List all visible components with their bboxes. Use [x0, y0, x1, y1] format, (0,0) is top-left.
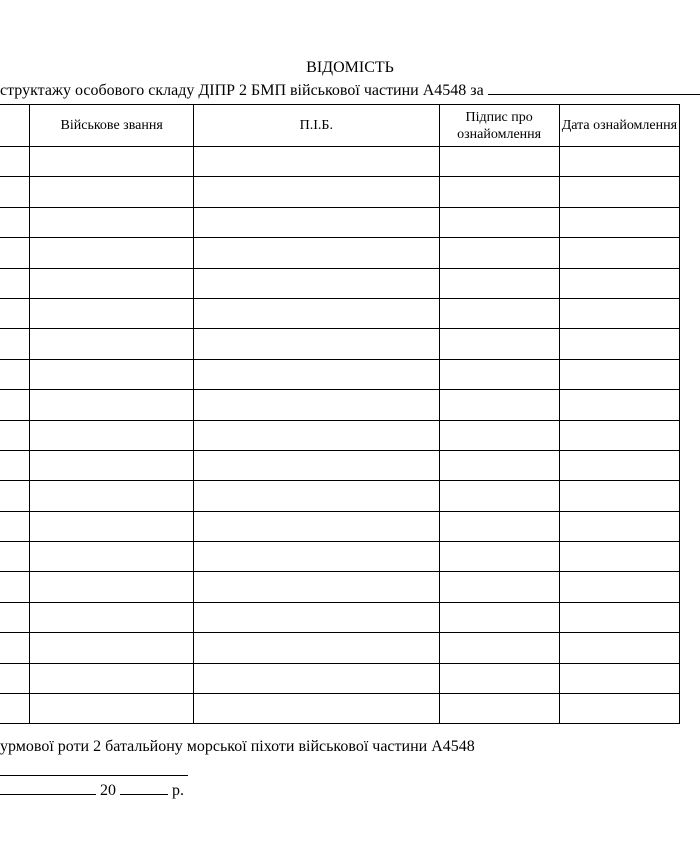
table-row: [0, 359, 680, 389]
cell-name: [194, 177, 439, 207]
cell-signature: [439, 207, 559, 237]
cell-number: [0, 390, 30, 420]
cell-number: [0, 268, 30, 298]
table-row: [0, 207, 680, 237]
cell-number: [0, 177, 30, 207]
subtitle-text: структажу особового складу ДІПР 2 БМП військової частини А4548 за: [0, 82, 484, 99]
table-row: [0, 390, 680, 420]
cell-signature: [439, 298, 559, 328]
cell-rank: [30, 481, 194, 511]
cell-signature: [439, 572, 559, 602]
cell-number: [0, 694, 30, 724]
cell-number: [0, 298, 30, 328]
cell-name: [194, 572, 439, 602]
table-row: [0, 694, 680, 724]
cell-number: [0, 633, 30, 663]
cell-rank: [30, 177, 194, 207]
cell-date: [559, 663, 679, 693]
cell-signature: [439, 663, 559, 693]
cell-number: [0, 663, 30, 693]
table-row: [0, 572, 680, 602]
cell-rank: [30, 207, 194, 237]
cell-signature: [439, 147, 559, 177]
cell-rank: [30, 147, 194, 177]
table-row: [0, 602, 680, 632]
cell-rank: [30, 511, 194, 541]
date-year-prefix: 20: [100, 782, 116, 799]
document-subtitle: [0, 80, 700, 101]
cell-rank: [30, 602, 194, 632]
cell-date: [559, 177, 679, 207]
cell-name: [194, 268, 439, 298]
subtitle-date-blank: [488, 80, 700, 95]
cell-number: [0, 329, 30, 359]
cell-name: [194, 633, 439, 663]
table-row: [0, 238, 680, 268]
cell-rank: [30, 329, 194, 359]
table-row: [0, 177, 680, 207]
cell-signature: [439, 359, 559, 389]
header-signature: Підпис про ознайомлення: [439, 105, 559, 147]
signature-line: [0, 775, 188, 776]
cell-name: [194, 602, 439, 632]
cell-date: [559, 238, 679, 268]
header-date: Дата ознайомлення: [559, 105, 679, 147]
cell-date: [559, 359, 679, 389]
cell-date: [559, 481, 679, 511]
cell-rank: [30, 268, 194, 298]
cell-signature: [439, 329, 559, 359]
cell-date: [559, 572, 679, 602]
cell-rank: [30, 663, 194, 693]
cell-rank: [30, 390, 194, 420]
cell-name: [194, 298, 439, 328]
cell-signature: [439, 542, 559, 572]
cell-number: [0, 207, 30, 237]
cell-name: [194, 542, 439, 572]
date-year-blank: [120, 780, 168, 795]
cell-name: [194, 147, 439, 177]
cell-date: [559, 329, 679, 359]
cell-number: [0, 481, 30, 511]
cell-name: [194, 450, 439, 480]
cell-number: [0, 602, 30, 632]
cell-number: [0, 147, 30, 177]
cell-number: [0, 511, 30, 541]
cell-name: [194, 663, 439, 693]
cell-date: [559, 511, 679, 541]
table-row: [0, 511, 680, 541]
cell-rank: [30, 298, 194, 328]
cell-date: [559, 542, 679, 572]
table-row: [0, 268, 680, 298]
cell-name: [194, 481, 439, 511]
table-row: [0, 481, 680, 511]
cell-date: [559, 268, 679, 298]
header-number: [0, 105, 30, 147]
cell-signature: [439, 633, 559, 663]
cell-date: [559, 207, 679, 237]
date-day-month-blank: [0, 780, 96, 795]
cell-signature: [439, 177, 559, 207]
cell-signature: [439, 511, 559, 541]
cell-number: [0, 238, 30, 268]
cell-rank: [30, 694, 194, 724]
cell-number: [0, 450, 30, 480]
cell-date: [559, 420, 679, 450]
cell-number: [0, 572, 30, 602]
table-row: [0, 329, 680, 359]
table-row: [0, 298, 680, 328]
table-row: [0, 663, 680, 693]
cell-name: [194, 238, 439, 268]
cell-date: [559, 298, 679, 328]
table-header-row: [0, 105, 680, 147]
cell-date: [559, 147, 679, 177]
table-row: [0, 542, 680, 572]
document-title: ВІДОМІСТЬ: [306, 59, 394, 76]
header-name: П.І.Б.: [194, 105, 439, 147]
cell-name: [194, 207, 439, 237]
table-body: [0, 147, 680, 724]
cell-date: [559, 694, 679, 724]
cell-rank: [30, 542, 194, 572]
table-row: [0, 633, 680, 663]
cell-rank: [30, 238, 194, 268]
cell-name: [194, 694, 439, 724]
table-row: [0, 420, 680, 450]
cell-name: [194, 359, 439, 389]
cell-signature: [439, 450, 559, 480]
cell-date: [559, 602, 679, 632]
cell-signature: [439, 602, 559, 632]
cell-signature: [439, 390, 559, 420]
cell-date: [559, 450, 679, 480]
personnel-table: [0, 104, 680, 724]
table-row: [0, 147, 680, 177]
cell-name: [194, 329, 439, 359]
cell-signature: [439, 268, 559, 298]
cell-number: [0, 420, 30, 450]
date-suffix: р.: [172, 782, 184, 799]
cell-date: [559, 633, 679, 663]
cell-rank: [30, 450, 194, 480]
table-row: [0, 450, 680, 480]
cell-rank: [30, 572, 194, 602]
cell-rank: [30, 420, 194, 450]
cell-number: [0, 542, 30, 572]
cell-date: [559, 390, 679, 420]
cell-name: [194, 511, 439, 541]
cell-signature: [439, 481, 559, 511]
cell-name: [194, 390, 439, 420]
cell-rank: [30, 633, 194, 663]
cell-signature: [439, 694, 559, 724]
cell-number: [0, 359, 30, 389]
cell-rank: [30, 359, 194, 389]
header-rank: Військове звання: [30, 105, 194, 147]
cell-signature: [439, 420, 559, 450]
footer-unit-text: урмової роти 2 батальйону морської піхоти військової частини А4548: [0, 738, 475, 755]
date-line: [0, 780, 184, 801]
cell-name: [194, 420, 439, 450]
cell-signature: [439, 238, 559, 268]
